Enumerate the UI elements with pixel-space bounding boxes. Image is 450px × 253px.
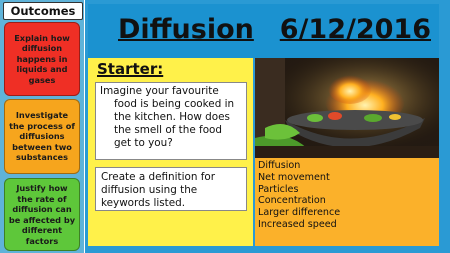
keyword-item: Larger difference	[258, 207, 341, 219]
question-line: Imagine your favourite	[100, 85, 219, 97]
outcome-2: Investigate the process of diffusions between two substances	[4, 99, 80, 174]
definition-line: keywords listed.	[101, 197, 185, 209]
keyword-item: Increased speed	[258, 218, 337, 230]
cooking-scene-illustration	[255, 58, 439, 158]
keyword-item: Concentration	[258, 195, 326, 207]
slide-title: Diffusion	[118, 14, 254, 45]
outcomes-title: Outcomes	[3, 2, 83, 20]
definition-line: Create a definition for	[101, 171, 215, 183]
question-line: the kitchen. How does	[114, 111, 230, 123]
starter-question-box	[95, 82, 247, 160]
keyword-item: Net movement	[258, 171, 330, 183]
keyword-item: Diffusion	[258, 160, 301, 171]
definition-task-box	[95, 167, 247, 211]
keywords-list	[258, 160, 340, 231]
cooking-wok-photo	[255, 58, 439, 158]
keyword-item: Particles	[258, 183, 299, 195]
question-line: food is being cooked in	[114, 98, 235, 110]
title-bar	[88, 4, 439, 58]
outcomes-sidebar	[0, 0, 84, 253]
question-line: the smell of the food	[114, 124, 223, 136]
starter-heading: Starter:	[97, 60, 164, 78]
slide-date: 6/12/2016	[279, 14, 431, 45]
definition-line: diffusion using the	[101, 184, 198, 196]
question-line: get to you?	[114, 137, 173, 149]
outcome-3: Justify how the rate of diffusion can be affected by different factors	[4, 178, 80, 251]
outcome-1: Explain how diffusion happens in liquids and gases	[4, 22, 80, 96]
